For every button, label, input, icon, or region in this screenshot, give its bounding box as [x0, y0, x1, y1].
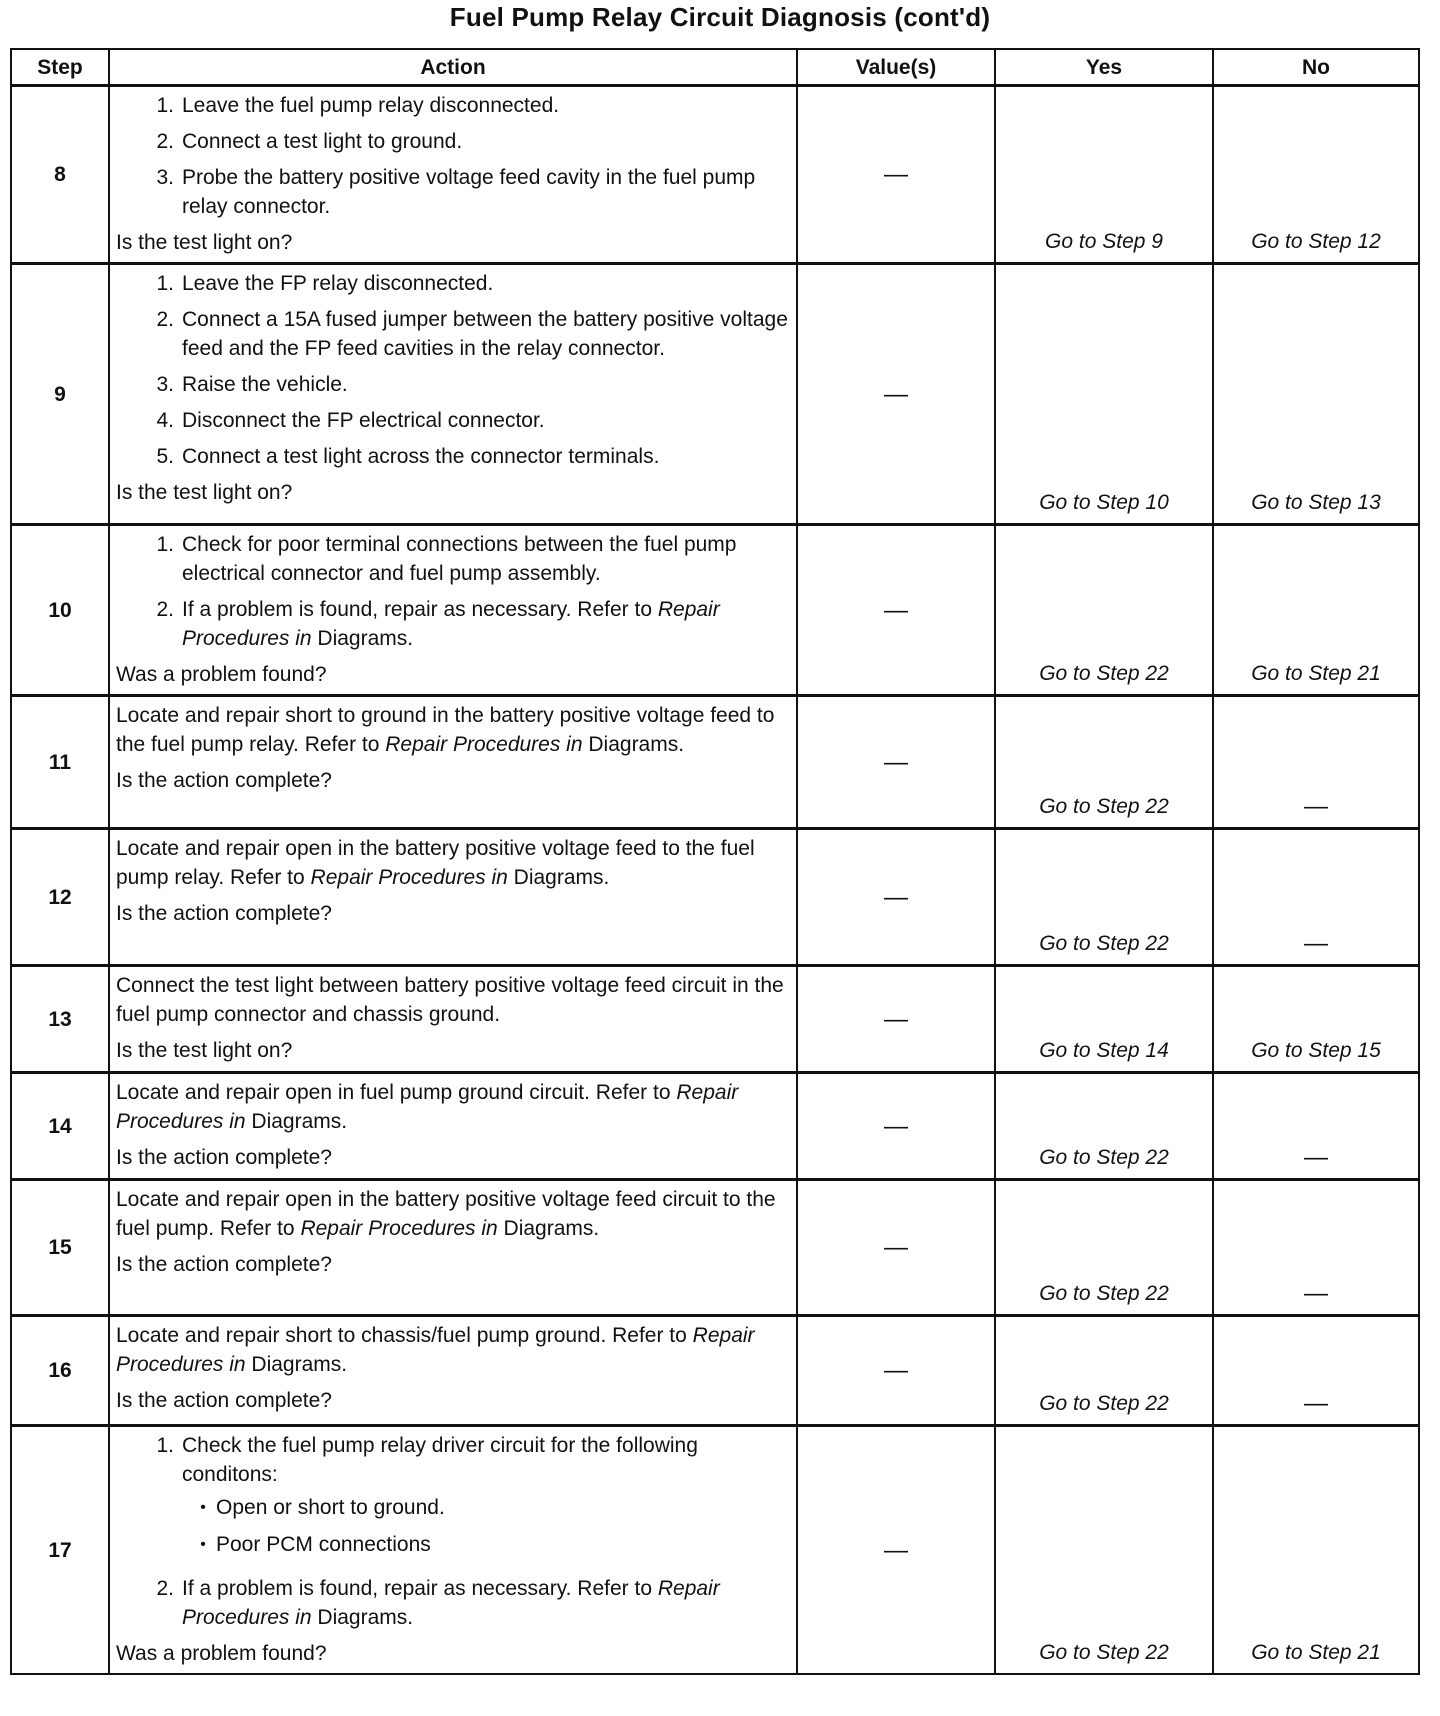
step-number: 11: [11, 696, 109, 829]
action-step: 2. If a problem is found, repair as necessary. Refer to Repair Procedures in Diagrams.: [156, 1577, 720, 1629]
action-step: 2. Connect a test light to ground.: [156, 130, 463, 153]
step-number: 12: [11, 829, 109, 966]
yes-cell: Go to Step 22: [995, 1180, 1213, 1316]
action-question: Was a problem found?: [116, 663, 327, 686]
action-question: Is the test light on?: [116, 231, 293, 254]
bullet-icon: •: [200, 1536, 206, 1553]
table-row: [11, 1073, 1419, 1180]
action-steps: [116, 269, 790, 471]
condition-list: [190, 1493, 790, 1559]
no-cell: —: [1213, 1073, 1419, 1180]
table-row: [11, 86, 1419, 264]
action-step: 1. Leave the FP relay disconnected.: [156, 272, 494, 295]
step-number: 16: [11, 1316, 109, 1426]
step-number: 14: [11, 1073, 109, 1180]
action-step: 1. Check for poor terminal connections between the fuel pump electrical connector and fuel pump assembly.: [156, 533, 737, 585]
no-cell: Go to Step 21: [1213, 525, 1419, 696]
action-question: Is the action complete?: [116, 1389, 332, 1412]
action-question: Is the action complete?: [116, 769, 332, 792]
value-cell: —: [797, 696, 995, 829]
header-no: No: [1213, 49, 1419, 86]
no-cell: —: [1213, 829, 1419, 966]
action-question: Was a problem found?: [116, 1642, 327, 1665]
action-steps: [116, 91, 790, 221]
action-cell: [109, 1426, 797, 1675]
table-row: [11, 1316, 1419, 1426]
header-step: Step: [11, 49, 109, 86]
action-text: Locate and repair open in the battery positive voltage feed circuit to the fuel pump. Refer to Repair Procedures in Diagrams.: [116, 1188, 776, 1240]
step-number: 17: [11, 1426, 109, 1675]
action-cell: [109, 86, 797, 264]
yes-cell: Go to Step 10: [995, 264, 1213, 525]
header-action: Action: [109, 49, 797, 86]
action-text: Connect the test light between battery positive voltage feed circuit in the fuel pump connector and chassis ground.: [116, 974, 784, 1026]
action-step: 2. If a problem is found, repair as necessary. Refer to Repair Procedures in Diagrams.: [156, 598, 720, 650]
yes-cell: Go to Step 14: [995, 966, 1213, 1073]
reference-link: Repair Procedures in: [116, 1324, 755, 1376]
yes-cell: Go to Step 22: [995, 1073, 1213, 1180]
action-text: Locate and repair short to chassis/fuel pump ground. Refer to Repair Procedures in Diagrams.: [116, 1324, 755, 1376]
table-row: [11, 696, 1419, 829]
value-cell: —: [797, 1180, 995, 1316]
value-cell: —: [797, 1316, 995, 1426]
reference-link: Repair Procedures in: [182, 598, 720, 650]
action-question: Is the action complete?: [116, 1253, 332, 1276]
action-cell: [109, 829, 797, 966]
value-cell: —: [797, 829, 995, 966]
action-step: 1. Check the fuel pump relay driver circuit for the following conditons: • Open or short to ground. • Poor PCM connections: [140, 1431, 790, 1567]
table-row: [11, 1426, 1419, 1675]
action-text: Locate and repair short to ground in the battery positive voltage feed to the fuel pump relay. Refer to Repair Procedures in Diagrams.: [116, 704, 775, 756]
diagnosis-table: [10, 48, 1420, 1675]
action-question: Is the test light on?: [116, 481, 293, 504]
action-cell: [109, 264, 797, 525]
action-step: 3. Probe the battery positive voltage feed cavity in the fuel pump relay connector.: [156, 166, 756, 218]
action-step: 1. Leave the fuel pump relay disconnected.: [156, 94, 560, 117]
value-cell: —: [797, 1073, 995, 1180]
yes-cell: Go to Step 22: [995, 829, 1213, 966]
yes-cell: Go to Step 22: [995, 525, 1213, 696]
no-cell: Go to Step 21: [1213, 1426, 1419, 1675]
list-item: • Open or short to ground.: [190, 1493, 790, 1522]
table-row: [11, 966, 1419, 1073]
header-value: Value(s): [797, 49, 995, 86]
yes-cell: Go to Step 22: [995, 696, 1213, 829]
reference-link: Repair Procedures in: [385, 733, 583, 756]
reference-link: Repair Procedures in: [300, 1217, 498, 1240]
step-number: 13: [11, 966, 109, 1073]
yes-cell: Go to Step 9: [995, 86, 1213, 264]
no-cell: —: [1213, 1316, 1419, 1426]
table-row: [11, 525, 1419, 696]
step-number: 9: [11, 264, 109, 525]
action-step: 4. Disconnect the FP electrical connector.: [156, 409, 545, 432]
step-number: 8: [11, 86, 109, 264]
header-row: [11, 49, 1419, 86]
action-step: 2. Connect a 15A fused jumper between the battery positive voltage feed and the FP feed cavities in the relay connector.: [156, 308, 788, 360]
action-cell: [109, 1073, 797, 1180]
list-item: • Poor PCM connections: [190, 1530, 790, 1559]
header-yes: Yes: [995, 49, 1213, 86]
action-steps: [116, 1431, 790, 1632]
no-cell: Go to Step 13: [1213, 264, 1419, 525]
value-cell: —: [797, 264, 995, 525]
bullet-icon: •: [200, 1499, 206, 1516]
yes-cell: Go to Step 22: [995, 1316, 1213, 1426]
action-question: Is the action complete?: [116, 1146, 332, 1169]
value-cell: —: [797, 966, 995, 1073]
table-row: [11, 829, 1419, 966]
yes-cell: Go to Step 22: [995, 1426, 1213, 1675]
action-step: 3. Raise the vehicle.: [156, 373, 348, 396]
reference-link: Repair Procedures in: [116, 1081, 739, 1133]
value-cell: —: [797, 1426, 995, 1675]
action-cell: [109, 1180, 797, 1316]
step-number: 10: [11, 525, 109, 696]
table-row: [11, 1180, 1419, 1316]
action-cell: [109, 966, 797, 1073]
no-cell: Go to Step 12: [1213, 86, 1419, 264]
action-question: Is the test light on?: [116, 1039, 293, 1062]
step-number: 15: [11, 1180, 109, 1316]
table-row: [11, 264, 1419, 525]
reference-link: Repair Procedures in: [182, 1577, 720, 1629]
action-cell: [109, 1316, 797, 1426]
page-title: Fuel Pump Relay Circuit Diagnosis (cont'd): [449, 2, 991, 32]
action-text: Locate and repair open in the battery positive voltage feed to the fuel pump relay. Refer to Repair Procedures in Diagrams.: [116, 837, 755, 889]
value-cell: —: [797, 525, 995, 696]
action-cell: [109, 696, 797, 829]
action-step: 5. Connect a test light across the connector terminals.: [156, 445, 660, 468]
value-cell: —: [797, 86, 995, 264]
action-steps: [116, 530, 790, 653]
no-cell: —: [1213, 696, 1419, 829]
reference-link: Repair Procedures in: [310, 866, 508, 889]
action-cell: [109, 525, 797, 696]
no-cell: —: [1213, 1180, 1419, 1316]
action-question: Is the action complete?: [116, 902, 332, 925]
action-text: Locate and repair open in fuel pump ground circuit. Refer to Repair Procedures in Diagrams.: [116, 1081, 739, 1133]
no-cell: Go to Step 15: [1213, 966, 1419, 1073]
